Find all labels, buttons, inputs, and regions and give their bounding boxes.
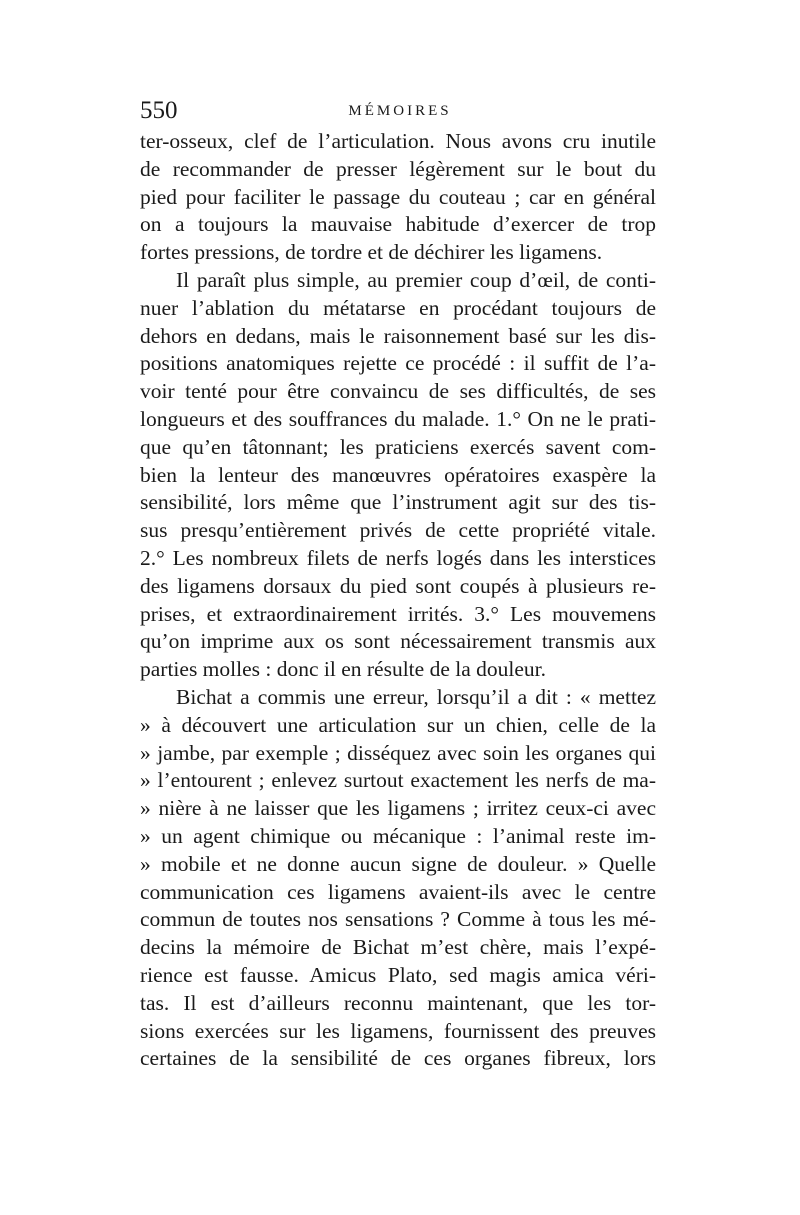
text-line: fortes pressions, de tordre et de déchirer les ligamens.: [140, 240, 603, 265]
text-line: 2.° Les nombreux filets de nerfs logés dans les interstices: [140, 545, 656, 570]
text-line: pied pour faciliter le passage du couteau ; car en général: [140, 184, 656, 209]
text-line: Il paraît plus simple, au premier coup d’œil, de conti-: [176, 267, 656, 292]
text-line: » un agent chimique ou mécanique : l’animal reste im-: [140, 823, 656, 848]
text-line: prises, et extraordinairement irrités. 3.° Les mouvemens: [140, 601, 656, 626]
text-line: certaines de la sensibilité de ces organes fibreux, lors: [140, 1046, 656, 1071]
page-number: 550: [140, 97, 178, 124]
text-line: bien la lenteur des manœuvres opératoires exaspère la: [140, 462, 656, 487]
text-line: sensibilité, lors même que l’instrument agit sur des tis-: [140, 490, 656, 515]
text-line: nuer l’ablation du métatarse en procédant toujours de: [140, 295, 656, 320]
text-line: ter-osseux, clef de l’articulation. Nous avons cru inutile: [140, 129, 656, 153]
text-line: Bichat a commis une erreur, lorsqu’il a dit : « mettez: [176, 684, 656, 709]
text-line: dehors en dedans, mais le raisonnement basé sur les dis-: [140, 323, 656, 348]
text-line: positions anatomiques rejette ce procédé : il suffit de l’a-: [140, 351, 656, 376]
text-line: des ligamens dorsaux du pied sont coupés à plusieurs re-: [140, 573, 656, 598]
text-line: decins la mémoire de Bichat m’est chère, mais l’expé-: [140, 935, 656, 960]
text-line: de recommander de presser légèrement sur le bout du: [140, 156, 656, 181]
text-line: on a toujours la mauvaise habitude d’exercer de trop: [140, 212, 656, 237]
text-line: qu’on imprime aux os sont nécessairement transmis aux: [140, 629, 656, 654]
page-header: [140, 96, 660, 126]
text-line: commun de toutes nos sensations ? Comme à tous les mé-: [140, 907, 656, 932]
text-line: voir tenté pour être convaincu de ses difficultés, de ses: [140, 379, 656, 404]
body-text: [140, 128, 656, 1073]
text-line: que qu’en tâtonnant; les praticiens exercés savent com-: [140, 434, 656, 459]
running-head: MÉMOIRES: [348, 103, 452, 119]
text-line: sus presqu’entièrement privés de cette propriété vitale.: [140, 518, 656, 543]
text-line: » jambe, par exemple ; disséquez avec soin les organes qui: [140, 740, 656, 765]
text-line: rience est fausse. Amicus Plato, sed magis amica véri-: [140, 962, 656, 987]
text-line: communication ces ligamens avaient-ils avec le centre: [140, 879, 656, 904]
text-line: » l’entourent ; enlevez surtout exactement les nerfs de ma-: [140, 768, 656, 793]
text-line: tas. Il est d’ailleurs reconnu maintenant, que les tor-: [140, 990, 656, 1015]
text-line: sions exercées sur les ligamens, fournissent des preuves: [140, 1018, 656, 1043]
text-line: » à découvert une articulation sur un chien, celle de la: [140, 712, 656, 737]
text-line: parties molles : donc il en résulte de la douleur.: [140, 657, 547, 682]
text-line: longueurs et des souffrances du malade. 1.° On ne le prati-: [140, 406, 656, 431]
text-line: » nière à ne laisser que les ligamens ; irritez ceux-ci avec: [140, 796, 656, 821]
text-line: » mobile et ne donne aucun signe de douleur. » Quelle: [140, 851, 656, 876]
